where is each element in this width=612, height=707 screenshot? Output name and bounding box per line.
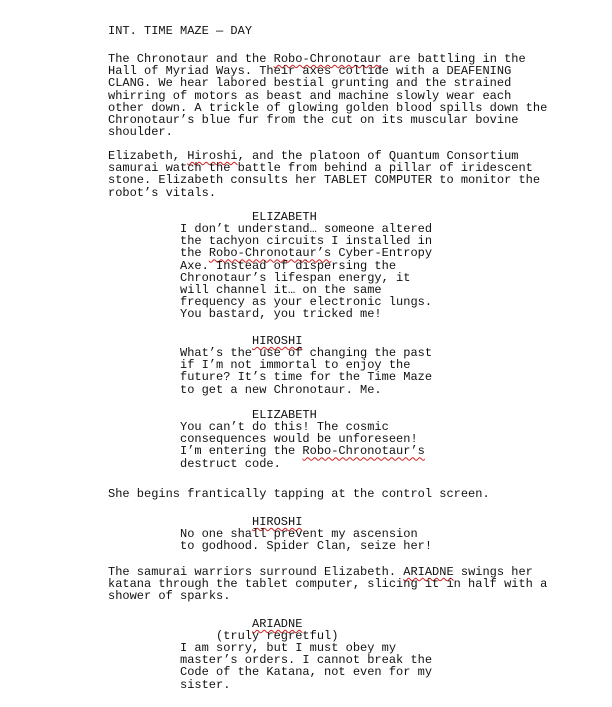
text-run: CLANG. We hear labored bestial grunting and the strained [108, 76, 512, 91]
text-run: the [180, 246, 209, 261]
text-run: Code of the Katana, not even for my [180, 665, 433, 680]
text-run: You can’t do this! The cosmic [180, 420, 389, 434]
dialogue-block [180, 642, 432, 691]
action-paragraph [108, 150, 540, 199]
text-run: (truly regretful) [216, 629, 339, 643]
text-run: frequency as your electronic lungs. [180, 295, 433, 310]
dialogue-block [180, 528, 432, 552]
text-run: Cyber-Entropy [331, 246, 433, 261]
text-run: to godhood. Spider Clan, seize her! [180, 539, 433, 554]
text-run: sister. [180, 677, 231, 692]
text-run: shoulder. [108, 125, 173, 140]
text-line [108, 114, 547, 126]
text-run: swings her [453, 565, 533, 579]
dialogue-block [180, 347, 432, 396]
text-run: destruct code. [180, 456, 281, 471]
text-run: The Chronotaur and the [108, 52, 274, 66]
text-run: consequences would be unforeseen! [180, 432, 418, 447]
text-run: will channel it… on the same [180, 283, 382, 298]
spellcheck-flagged-word: Robo-Chronotaur [273, 52, 382, 66]
text-run: are battling in the [381, 52, 526, 66]
text-run: ELIZABETH [252, 408, 317, 422]
text-line [108, 126, 547, 138]
text-run: shower of sparks. [108, 589, 231, 604]
text-run: future? It’s time for the Time Maze [180, 370, 433, 385]
text-line [108, 590, 547, 602]
text-run: I’m entering the [180, 444, 303, 459]
text-run: katana through the tablet computer, slicing it in half with a [108, 577, 548, 592]
text-run: I don’t understand… someone altered [180, 222, 433, 236]
text-run: if I’m not immortal to enjoy the [180, 358, 411, 373]
text-run: , and the platoon of Quantum Consortium [237, 149, 519, 163]
spellcheck-flagged-word: Robo-Chronotaur’s [302, 444, 425, 459]
text-run: the tachyon circuits I installed in [180, 234, 433, 249]
dialogue-block [180, 421, 425, 470]
text-run: The samurai warriors surround Elizabeth. [108, 565, 404, 579]
text-run: What’s the use of changing the past [180, 346, 433, 360]
spellcheck-flagged-word: HIROSHI [252, 515, 303, 529]
action-paragraph [108, 53, 547, 138]
scene-heading: INT. TIME MAZE — DAY [108, 24, 253, 38]
text-run: samurai watch the battle from behind a pillar of iridescent [108, 161, 533, 176]
text-run: master’s orders. I cannot break the [180, 653, 433, 668]
text-run: I am sorry, but I must obey my [180, 641, 397, 655]
spellcheck-flagged-word: Hiroshi [187, 149, 238, 163]
text-line [108, 187, 540, 199]
text-run: to get a new Chronotaur. Me. [180, 382, 382, 397]
spellcheck-flagged-word: ARIADNE [403, 565, 454, 579]
text-run: Chronotaur’s lifespan energy, it [180, 270, 411, 285]
text-line [180, 458, 425, 470]
text-line [180, 540, 432, 552]
text-line [180, 679, 432, 691]
text-run: You bastard, you tricked me! [180, 307, 382, 322]
text-run: whirring of motors as beast and machine slowly wear each [108, 88, 512, 103]
spellcheck-flagged-word: Robo-Chronotaur’s [208, 246, 332, 261]
text-run: She begins frantically tapping at the control screen. [108, 487, 490, 501]
text-run: No one shall prevent my ascension [180, 527, 418, 541]
text-run: Chronotaur’s blue fur from the cut on its muscular bovine [108, 113, 519, 128]
action-paragraph [108, 488, 490, 500]
text-run: Axe. Instead of dispersing the [180, 258, 397, 273]
text-line [180, 308, 432, 320]
text-run: other down. A trickle of glowing golden blood spills down the [108, 100, 548, 115]
action-paragraph [108, 566, 547, 603]
text-run: ELIZABETH [252, 210, 317, 224]
text-run: Hall of Myriad Ways. Their axes collide with a DEAFENING [108, 64, 512, 79]
text-line [180, 384, 432, 396]
text-line [108, 488, 490, 500]
text-run: Elizabeth, [108, 149, 188, 163]
spellcheck-flagged-word: HIROSHI [252, 334, 303, 348]
text-run: stone. Elizabeth consults her TABLET COMPUTER to monitor the [108, 173, 541, 188]
text-run: robot’s vitals. [108, 185, 217, 200]
dialogue-block [180, 223, 432, 321]
spellcheck-flagged-word: ARIADNE [252, 617, 303, 631]
